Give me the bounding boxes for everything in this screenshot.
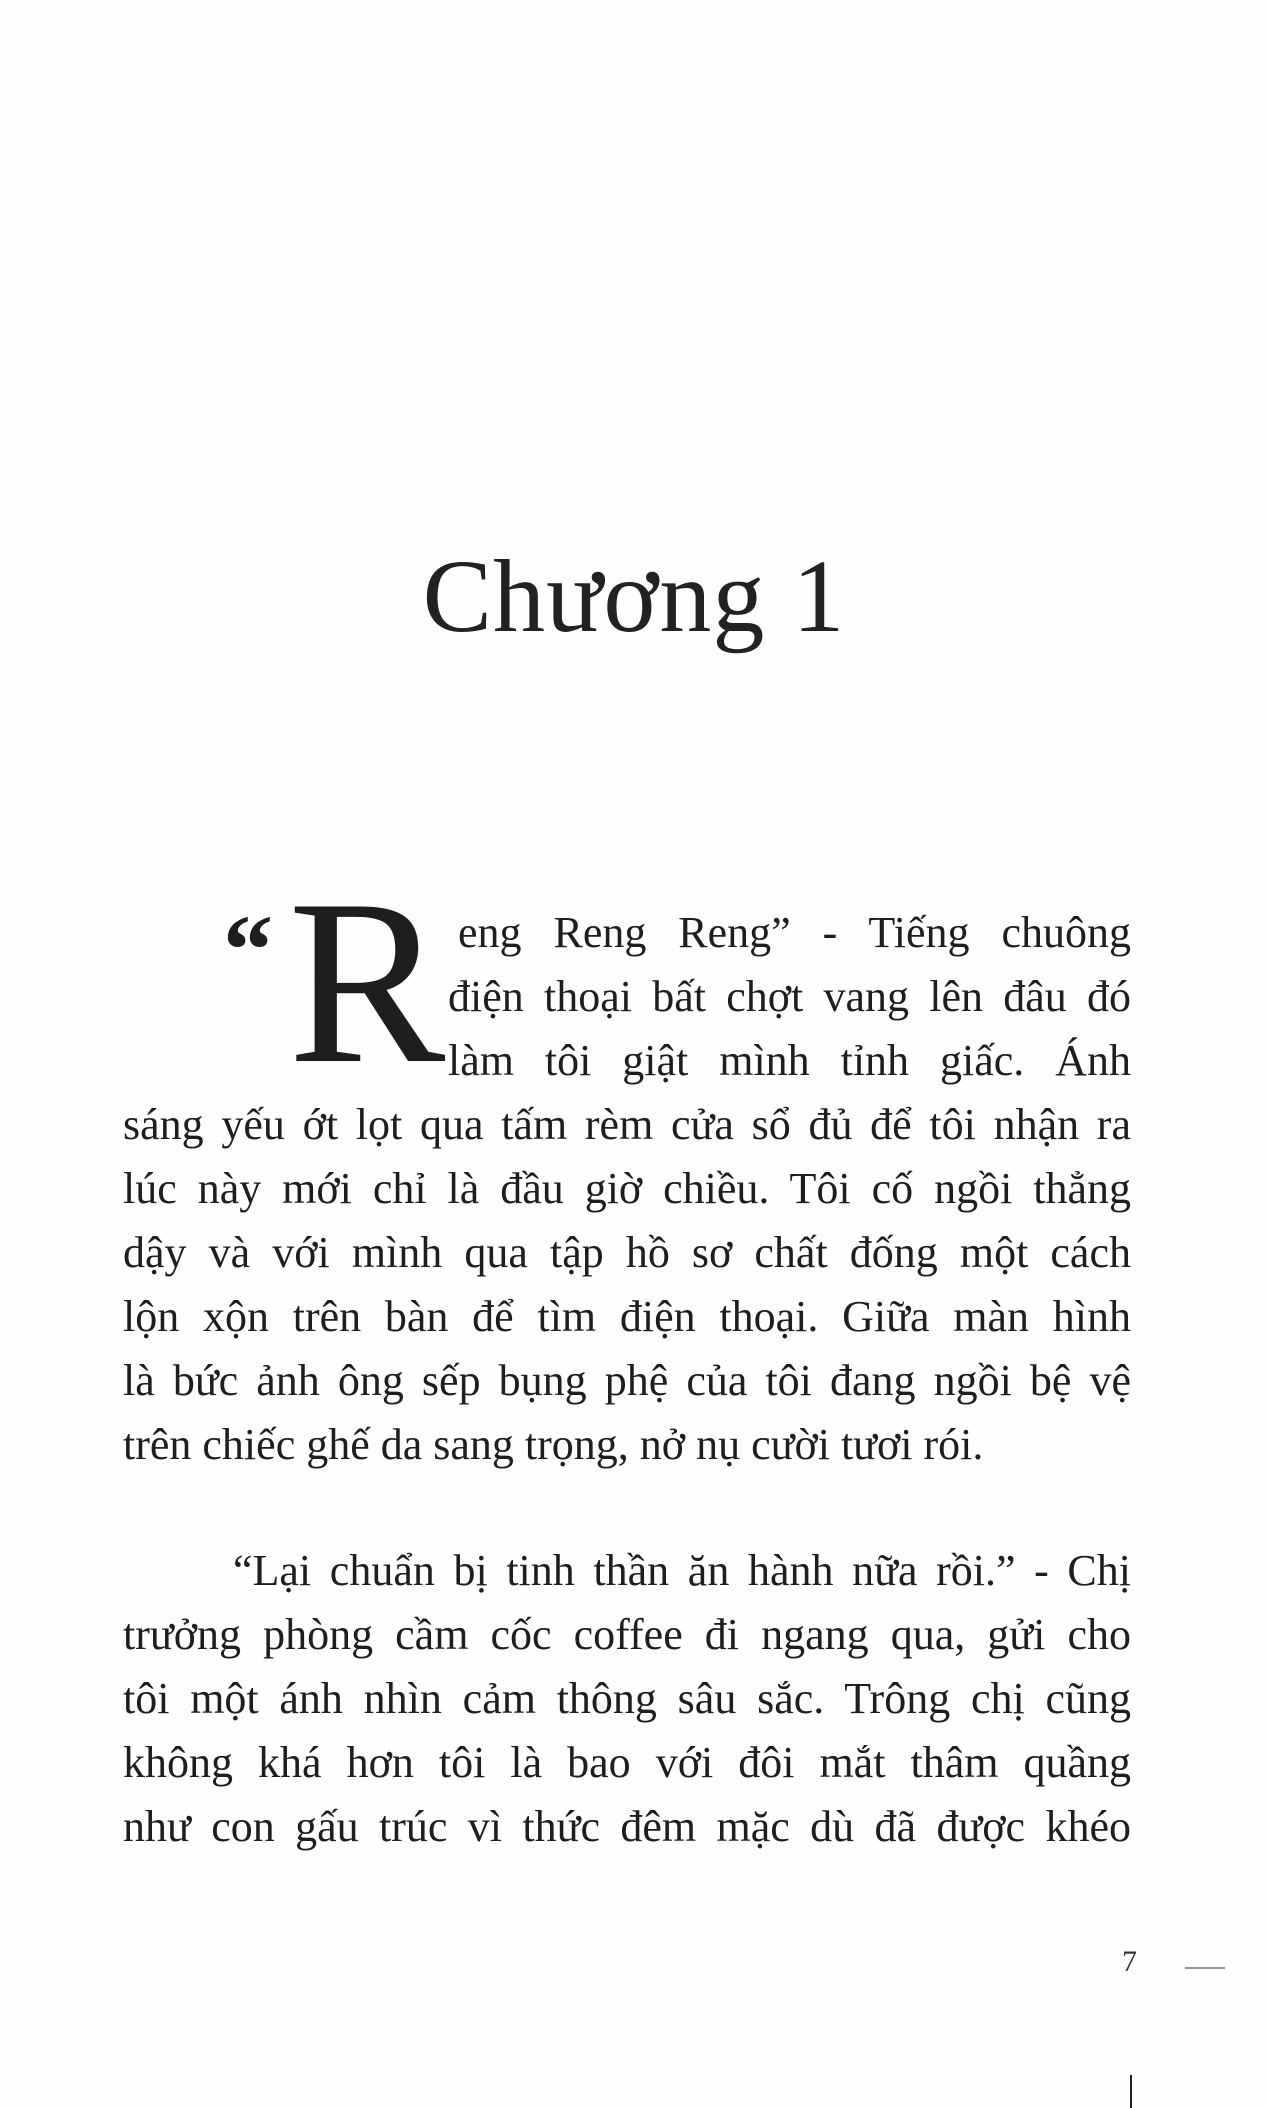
paragraph-1-line: lúc này mới chỉ là đầu giờ chiều. Tôi cố ngồi thẳng bbox=[123, 1164, 1131, 1213]
page-number: 7 bbox=[1122, 1945, 1137, 1978]
margin-rule bbox=[1185, 1967, 1225, 1969]
paragraph-2-line: “Lại chuẩn bị tinh thần ăn hành nữa rồi.” - Chị bbox=[233, 1546, 1131, 1595]
paragraph-1-line: điện thoại bất chợt vang lên đâu đó bbox=[448, 972, 1131, 1021]
margin-tick bbox=[1130, 2075, 1132, 2108]
paragraph-1-line: lộn xộn trên bàn để tìm điện thoại. Giữa màn hình bbox=[123, 1292, 1131, 1341]
paragraph-1-line: dậy và với mình qua tập hồ sơ chất đống một cách bbox=[123, 1228, 1131, 1277]
paragraph-2-line: không khá hơn tôi là bao với đôi mắt thâm quầng bbox=[123, 1738, 1131, 1787]
paragraph-2-line: tôi một ánh nhìn cảm thông sâu sắc. Trông chị cũng bbox=[123, 1674, 1131, 1723]
dropcap-opening-quote: “ bbox=[223, 894, 273, 1005]
paragraph-1-line: trên chiếc ghế da sang trọng, nở nụ cười tươi rói. bbox=[123, 1420, 984, 1469]
paragraph-2-line: trưởng phòng cầm cốc coffee đi ngang qua, gửi cho bbox=[123, 1610, 1131, 1659]
paragraph-2-line: như con gấu trúc vì thức đêm mặc dù đã được khéo bbox=[123, 1802, 1131, 1851]
paragraph-1-line: eng Reng Reng” - Tiếng chuông bbox=[458, 908, 1131, 957]
dropcap-letter: R bbox=[288, 852, 446, 1113]
paragraph-1-line: sáng yếu ớt lọt qua tấm rèm cửa sổ đủ để tôi nhận ra bbox=[123, 1100, 1131, 1149]
paragraph-1-line: làm tôi giật mình tỉnh giấc. Ánh bbox=[448, 1036, 1131, 1085]
chapter-title: Chương 1 bbox=[422, 539, 846, 654]
paragraph-1-line: là bức ảnh ông sếp bụng phệ của tôi đang ngồi bệ vệ bbox=[123, 1356, 1131, 1405]
